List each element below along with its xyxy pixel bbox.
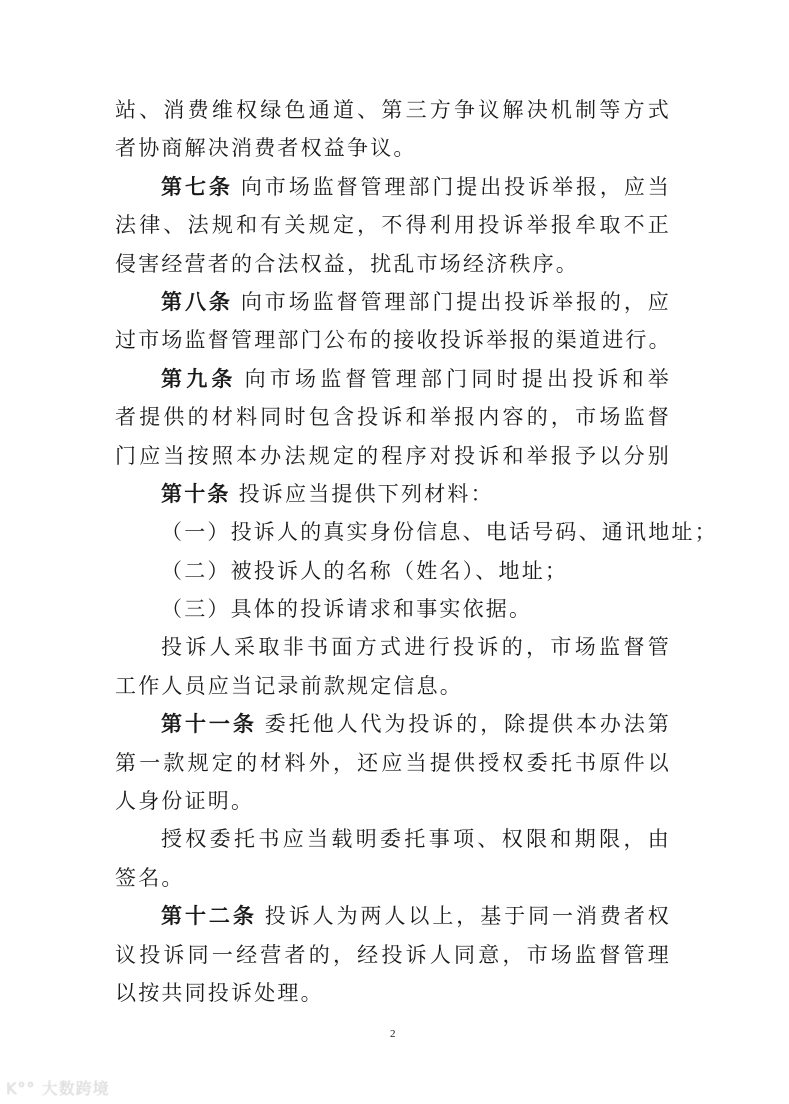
text-line (115, 475, 671, 513)
text-line (115, 667, 671, 705)
text-line (115, 168, 671, 206)
watermark-text: 大数跨境 (41, 1079, 110, 1098)
article-heading: 第十一条 (161, 712, 257, 737)
text-line (115, 936, 671, 974)
text-line (115, 628, 671, 666)
line-text: （三）具体的投诉请求和事实依据。 (161, 597, 533, 622)
line-text: 人身份证明。 (115, 789, 255, 814)
document-body (115, 91, 718, 1012)
text-line (115, 245, 671, 283)
text-line (115, 744, 671, 782)
text-line (115, 398, 671, 436)
text-line (115, 820, 671, 858)
text-line (115, 897, 671, 935)
text-line (115, 782, 671, 820)
line-text: 议投诉同一经营者的，经投诉人同意，市场监督管理 (115, 942, 671, 967)
line-text: 以按共同投诉处理。 (115, 980, 324, 1005)
line-text: 者协商解决消费者权益争议。 (115, 136, 417, 161)
line-text: 者提供的材料同时包含投诉和举报内容的，市场监督 (115, 405, 671, 430)
line-text: 法律、法规和有关规定，不得利用投诉举报牟取不正 (115, 213, 671, 238)
line-text: 过市场监督管理部门公布的接收投诉举报的渠道进行。 (115, 328, 672, 353)
text-line (115, 590, 671, 628)
article-heading: 第十条 (161, 481, 231, 506)
line-text: 门应当按照本办法规定的程序对投诉和举报予以分别 (115, 443, 671, 468)
article-heading: 第八条 (161, 289, 233, 314)
line-text: 侵害经营者的合法权益，扰乱市场经济秩序。 (115, 251, 579, 276)
line-text: 投诉人为两人以上，基于同一消费者权 (264, 904, 671, 929)
line-text: 投诉人采取非书面方式进行投诉的，市场监督管 (161, 635, 671, 660)
line-text: 向市场监督管理部门提出投诉举报，应当 (240, 174, 671, 199)
text-line (115, 552, 671, 590)
line-text: 委托他人代为投诉的，除提供本办法第 (264, 712, 671, 737)
text-line (115, 283, 671, 321)
line-text: 第一款规定的材料外，还应当提供授权委托书原件以 (115, 750, 671, 775)
text-line (115, 129, 671, 167)
article-heading: 第十二条 (161, 904, 257, 929)
watermark-logo (6, 1076, 110, 1099)
line-text: 授权委托书应当载明委托事项、权限和期限，由 (161, 827, 671, 852)
text-line (115, 321, 671, 359)
text-line (115, 859, 671, 897)
line-text: 签名。 (115, 865, 185, 890)
text-line (115, 206, 671, 244)
page-number: 2 (390, 1028, 396, 1040)
line-text: （二）被投诉人的名称（姓名）、地址； (161, 558, 569, 583)
text-line (115, 974, 671, 1012)
line-text: 向市场监督管理部门提出投诉举报的，应 (240, 289, 671, 314)
text-line (115, 437, 671, 475)
text-line (115, 513, 718, 551)
text-line (115, 91, 671, 129)
text-line (115, 705, 671, 743)
line-text: 工作人员应当记录前款规定信息。 (115, 673, 463, 698)
text-line (115, 360, 671, 398)
line-text: 投诉应当提供下列材料： (238, 481, 494, 506)
watermark-icon: K°° (6, 1079, 36, 1098)
article-heading: 第九条 (161, 366, 237, 391)
line-text: 站、消费维权绿色通道、第三方争议解决机制等方式 (115, 98, 671, 122)
article-heading: 第七条 (161, 174, 233, 199)
line-text: 向市场监督管理部门同时提出投诉和举 (244, 366, 671, 391)
line-text: （一）投诉人的真实身份信息、电话号码、通讯地址； (161, 520, 718, 545)
